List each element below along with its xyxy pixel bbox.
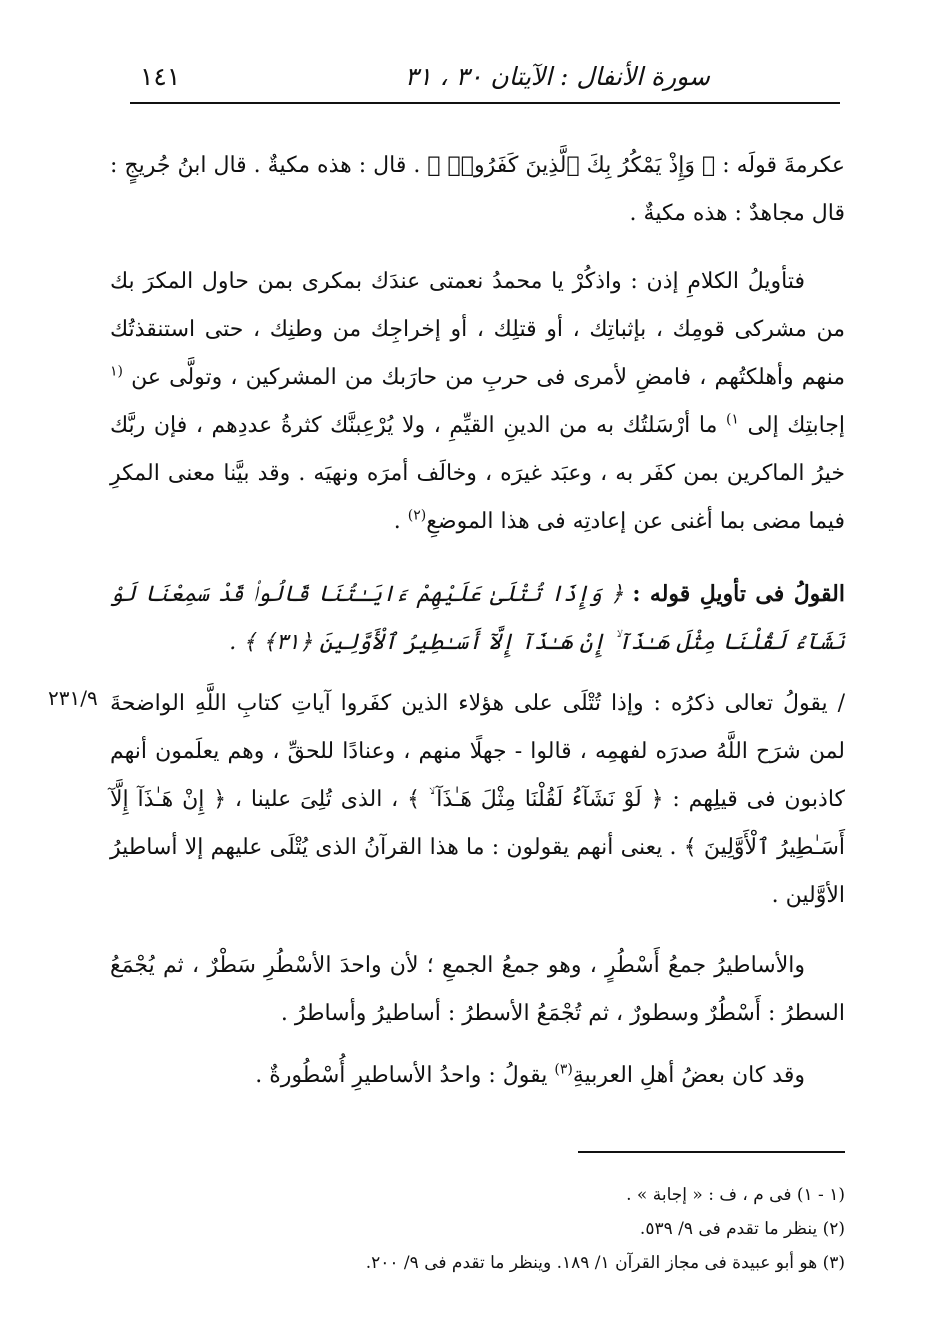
paragraph-commentary: / يقولُ تعالى ذكرُه : وإذا تُتْلَى على هؤلاء الذين كفَروا آياتِ كتابِ اللَّهِ الواضحةَ لمن شرَح اللَّهُ صدرَه لفهمِه ، قالوا - جهلًا منهم ، وعنادًا للحقِّ ، وهم يعلَمون أنهم كاذبون فى قيلِهم : ﴿ لَوْ نَشَآءُ لَقُلْنَا مِثْلَ هَـٰذَآ ۙ ﴾ ، الذى تُلِىَ علينا ، ﴿ إِنْ هَـٰذَآ إِلَّآ أَسَـٰطِيرُ ٱلْأَوَّلِينَ ﴾ . يعنى أنهم يقولون : ما هذا القرآنُ الذى يُتْلَى عليهم إلا أساطيرُ الأوَّلين .	[110, 691, 845, 908]
paragraph-text: وقد كان بعضُ أهلِ العربيةِ	[572, 1063, 805, 1088]
quran-verse: ﴿ وَإِذَا تُتْلَىٰ عَلَيْهِمْ ءَايَـٰتُنَا قَالُوا۟ قَدْ سَمِعْنَا لَوْ نَشَآءُ لَقُلْنَا مِثْلَ هَـٰذَآ ۙ إِنْ هَـٰذَآ إِلَّآ أَسَـٰطِيرُ ٱلْأَوَّلِينَ ﴿٣١﴾ ﴾ .	[110, 582, 845, 655]
paragraph-ikrimah: عكرمةَ قولَه : ﴿ وَإِذْ يَمْكُرُ بِكَ ٱلَّذِينَ كَفَرُوا۟ ﴾ . قال : هذه مكيةٌ . قال ابنُ جُريجٍ : قال مجاهدٌ : هذه مكيةٌ .	[110, 153, 845, 226]
footnote-ref-1-open: (١	[110, 363, 123, 380]
footnote-ref-1-close: ١)	[725, 411, 739, 428]
paragraph-text: ما أرْسَلتُك به من الدينِ القيِّمِ ، ولا يُرْعِبنَّك كثرةُ عددِهم ، فإن ربَّك خيرُ الماكرين بمن كفَر به ، وعبَد غيرَه ، وخالَف أمرَه ونهيَه . وقد بيَّنا معنى المكرِ فيما مضى بما أغنى عن إعادتِه فى هذا الموضعِ	[110, 413, 845, 534]
page-number: ١٤١	[140, 62, 181, 91]
verse-heading-lead: القولُ فى تأويلِ قوله :	[632, 581, 845, 607]
footnote-2: (٢) ينظر ما تقدم فى ٩/ ٥٣٩.	[639, 1219, 845, 1239]
footnote-1: (١ - ١) فى م ، ف : « إجابة » .	[626, 1185, 845, 1205]
paragraph-text: إجابتِك إلى	[738, 413, 845, 438]
footnote-3: (٣) هو أبو عبيدة فى مجاز القرآن ١/ ١٨٩. وينظر ما تقدم فى ٩/ ٢٠٠.	[365, 1253, 845, 1273]
running-header	[120, 52, 840, 102]
paragraph-text: فتأويلُ الكلامِ إذن : واذكُرْ يا محمدُ نعمتى عندَك بمكرى بمن حاول المكرَ بك من مشركى قومِك ، بإثباتِك ، أو قتلِك ، أو إخراجِك من وطنِك ، حتى استنقذتُك منهم وأهلكتُهم ، فامضِ لأمرى فى حربِ من حارَبك من المشركين ، وتولَّى عن	[110, 269, 845, 390]
header-divider	[130, 102, 840, 104]
footnote-ref-2: (٢)	[407, 507, 427, 524]
paragraph-asatir: والأساطيرُ جمعُ أَسْطُرٍ ، وهو جمعُ الجمعِ ؛ لأن واحدَ الأسْطُرِ سَطْرٌ ، ثم يُجْمَعُ السطرُ : أَسْطُرٌ وسطورٌ ، ثم تُجْمَعُ الأسطرُ : أساطيرُ وأساطرُ .	[110, 953, 845, 1026]
paragraph-text: يقولُ : واحدُ الأساطيرِ أُسْطُورةٌ .	[255, 1063, 555, 1088]
footnote-ref-3: (٣)	[554, 1061, 573, 1078]
paragraph-ustura	[110, 1052, 845, 1100]
volume-page-reference: ٢٣١/٩	[48, 686, 98, 710]
verse-heading	[110, 570, 845, 667]
paragraph-interpretation	[110, 258, 845, 546]
footnotes	[300, 1178, 845, 1280]
paragraph-text: .	[393, 509, 408, 534]
footnote-divider	[578, 1151, 845, 1153]
surah-title: سورة الأنفال : الآيتان ٣٠ ، ٣١	[404, 62, 710, 91]
